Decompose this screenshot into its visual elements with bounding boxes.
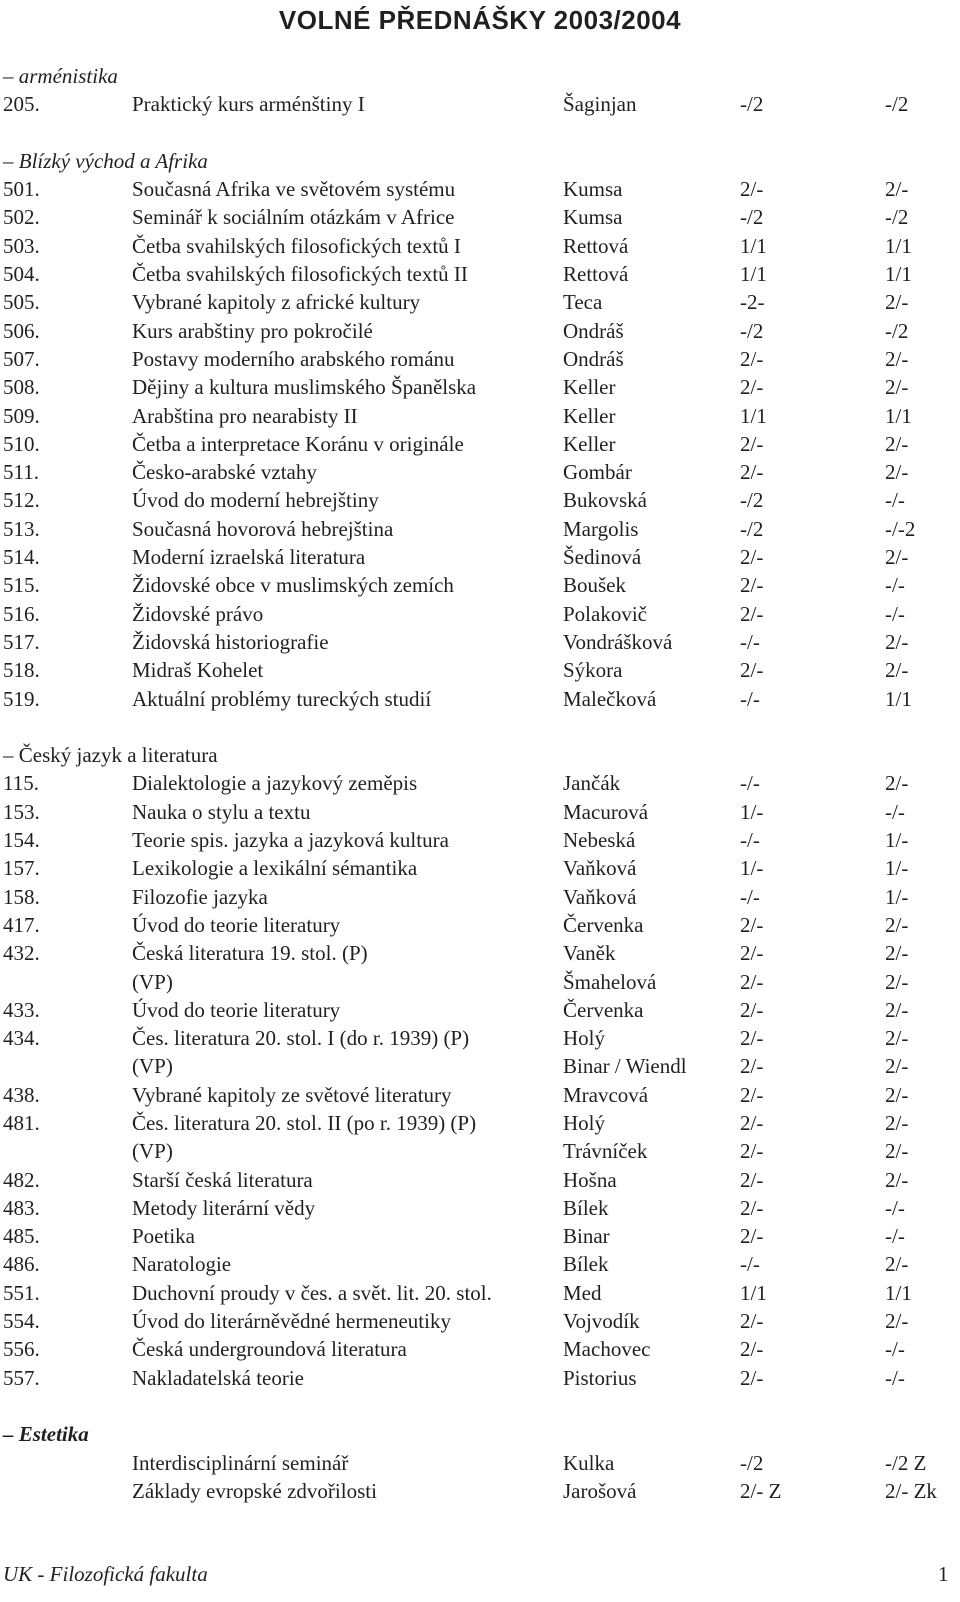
course-number: 157. xyxy=(3,856,40,881)
course-title: Četba svahilských filosofických textů I xyxy=(132,233,461,258)
course-summer-hours: 1/1 xyxy=(885,686,912,711)
course-number: 508. xyxy=(3,375,40,400)
course-winter-hours: -/2 xyxy=(740,1450,764,1475)
section-heading: – Český jazyk a literatura xyxy=(3,743,218,768)
course-teacher: Vojvodík xyxy=(563,1309,640,1334)
course-teacher: Vondrášková xyxy=(563,629,673,654)
course-title: Moderní izraelská literatura xyxy=(132,545,366,570)
course-winter-hours: 2/- xyxy=(740,1167,764,1192)
course-row xyxy=(0,288,960,316)
course-teacher: Jančák xyxy=(563,771,621,796)
course-winter-hours: 2/- xyxy=(740,545,764,570)
course-number: 502. xyxy=(3,205,40,230)
course-row xyxy=(0,1194,960,1222)
course-summer-hours: 2/- xyxy=(885,346,909,371)
course-number: 507. xyxy=(3,346,40,371)
course-row xyxy=(0,1279,960,1307)
course-teacher: Keller xyxy=(563,403,616,428)
course-number: 512. xyxy=(3,488,40,513)
course-teacher: Šaginjan xyxy=(563,92,637,117)
course-number: 509. xyxy=(3,403,40,428)
course-summer-hours: 2/- xyxy=(885,1082,909,1107)
course-number: 432. xyxy=(3,941,40,966)
course-summer-hours: 1/1 xyxy=(885,1280,912,1305)
course-summer-hours: -/2 xyxy=(885,92,909,117)
course-winter-hours: -/2 xyxy=(740,92,764,117)
course-summer-hours: 1/1 xyxy=(885,233,912,258)
course-winter-hours: 2/- xyxy=(740,941,764,966)
course-teacher: Vaněk xyxy=(563,941,616,966)
course-winter-hours: -/- xyxy=(740,771,760,796)
course-teacher: Kumsa xyxy=(563,177,623,202)
course-teacher: Keller xyxy=(563,375,616,400)
course-summer-hours: 1/- xyxy=(885,828,909,853)
course-row xyxy=(0,1052,960,1080)
course-row xyxy=(0,1335,960,1363)
course-row xyxy=(0,373,960,401)
course-title: Úvod do teorie literatury xyxy=(132,912,341,937)
course-summer-hours: 2/- xyxy=(885,771,909,796)
course-row xyxy=(0,1364,960,1392)
course-teacher: Gombár xyxy=(563,460,632,485)
section-heading: – Blízký východ a Afrika xyxy=(3,148,208,173)
section-spacer xyxy=(0,119,960,147)
course-winter-hours: -/- xyxy=(740,629,760,654)
course-summer-hours: -/- xyxy=(885,573,905,598)
course-teacher: Med xyxy=(563,1280,602,1305)
course-winter-hours: 2/- xyxy=(740,1309,764,1334)
course-summer-hours: -/2 xyxy=(885,205,909,230)
course-winter-hours: 2/- xyxy=(740,1110,764,1135)
course-title: Aktuální problémy tureckých studií xyxy=(132,686,432,711)
course-number: 513. xyxy=(3,516,40,541)
course-number: 417. xyxy=(3,912,40,937)
course-row xyxy=(0,203,960,231)
course-row xyxy=(0,1449,960,1477)
course-winter-hours: -/- xyxy=(740,686,760,711)
course-row xyxy=(0,1137,960,1165)
course-teacher: Teca xyxy=(563,290,603,315)
course-summer-hours: -/- xyxy=(885,799,905,824)
course-winter-hours: 1/- xyxy=(740,799,764,824)
course-row xyxy=(0,798,960,826)
course-title: Vybrané kapitoly z africké kultury xyxy=(132,290,421,315)
course-winter-hours: -/- xyxy=(740,828,760,853)
course-summer-hours: 2/- xyxy=(885,431,909,456)
course-title: Starší česká literatura xyxy=(132,1167,313,1192)
course-number: 506. xyxy=(3,318,40,343)
course-summer-hours: 2/- xyxy=(885,997,909,1022)
course-teacher: Kumsa xyxy=(563,205,623,230)
course-row xyxy=(0,939,960,967)
course-summer-hours: 1/- xyxy=(885,856,909,881)
course-winter-hours: 2/- Z xyxy=(740,1478,782,1503)
course-row xyxy=(0,968,960,996)
course-number: 433. xyxy=(3,997,40,1022)
course-title: Současná Afrika ve světovém systému xyxy=(132,177,456,202)
course-teacher: Rettová xyxy=(563,233,629,258)
course-number: 515. xyxy=(3,573,40,598)
course-summer-hours: 2/- xyxy=(885,1139,909,1164)
course-summer-hours: -/- xyxy=(885,1337,905,1362)
course-title: Kurs arabštiny pro pokročilé xyxy=(132,318,373,343)
course-number: 503. xyxy=(3,233,40,258)
course-winter-hours: 2/- xyxy=(740,1026,764,1051)
course-winter-hours: 2/- xyxy=(740,1337,764,1362)
course-title: Nakladatelská teorie xyxy=(132,1365,304,1390)
course-winter-hours: 2/- xyxy=(740,431,764,456)
course-winter-hours: 1/- xyxy=(740,856,764,881)
course-title: Praktický kurs arménštiny I xyxy=(132,92,365,117)
course-winter-hours: 2/- xyxy=(740,601,764,626)
section-heading: – Estetika xyxy=(3,1422,89,1447)
course-row xyxy=(0,600,960,628)
course-title: Lexikologie a lexikální sémantika xyxy=(132,856,418,881)
course-summer-hours: -/-2 xyxy=(885,516,916,541)
course-number: 205. xyxy=(3,92,40,117)
course-teacher: Holý xyxy=(563,1026,605,1051)
course-winter-hours: 2/- xyxy=(740,997,764,1022)
course-number: 551. xyxy=(3,1280,40,1305)
course-summer-hours: 2/- xyxy=(885,1309,909,1334)
course-winter-hours: 1/1 xyxy=(740,262,767,287)
course-winter-hours: -/- xyxy=(740,1252,760,1277)
course-winter-hours: 1/1 xyxy=(740,403,767,428)
course-number: 517. xyxy=(3,629,40,654)
course-teacher: Jarošová xyxy=(563,1478,637,1503)
course-number: 115. xyxy=(3,771,39,796)
course-teacher: Ondráš xyxy=(563,318,624,343)
course-number: 154. xyxy=(3,828,40,853)
course-winter-hours: 2/- xyxy=(740,1224,764,1249)
course-winter-hours: 2/- xyxy=(740,1365,764,1390)
course-row xyxy=(0,1024,960,1052)
course-row xyxy=(0,571,960,599)
course-title: (VP) xyxy=(132,969,173,994)
course-row xyxy=(0,769,960,797)
course-winter-hours: 2/- xyxy=(740,912,764,937)
course-teacher: Bílek xyxy=(563,1252,609,1277)
course-summer-hours: 2/- xyxy=(885,290,909,315)
course-title: Četba a interpretace Koránu v originále xyxy=(132,431,464,456)
course-teacher: Ondráš xyxy=(563,346,624,371)
course-winter-hours: 1/1 xyxy=(740,233,767,258)
course-row xyxy=(0,1109,960,1137)
course-number: 482. xyxy=(3,1167,40,1192)
course-summer-hours: 2/- xyxy=(885,177,909,202)
course-number: 519. xyxy=(3,686,40,711)
course-row xyxy=(0,402,960,430)
course-title: Židovské právo xyxy=(132,601,264,626)
course-teacher: Šmahelová xyxy=(563,969,657,994)
course-teacher: Binar xyxy=(563,1224,610,1249)
course-title: Filozofie jazyka xyxy=(132,884,268,909)
course-winter-hours: -2- xyxy=(740,290,765,315)
course-winter-hours: -/2 xyxy=(740,488,764,513)
course-teacher: Machovec xyxy=(563,1337,651,1362)
course-row xyxy=(0,90,960,118)
course-summer-hours: -/- xyxy=(885,488,905,513)
course-winter-hours: 2/- xyxy=(740,658,764,683)
course-teacher: Keller xyxy=(563,431,616,456)
course-row xyxy=(0,826,960,854)
course-teacher: Boušek xyxy=(563,573,626,598)
course-summer-hours: -/- xyxy=(885,601,905,626)
course-summer-hours: 2/- xyxy=(885,1167,909,1192)
course-title: Česká literatura 19. stol. (P) xyxy=(132,941,368,966)
course-title: Úvod do literárněvědné hermeneutiky xyxy=(132,1309,451,1334)
course-number: 485. xyxy=(3,1224,40,1249)
course-title: Metody literární vědy xyxy=(132,1195,316,1220)
course-summer-hours: 2/- xyxy=(885,375,909,400)
course-winter-hours: 2/- xyxy=(740,969,764,994)
course-summer-hours: 2/- xyxy=(885,658,909,683)
course-summer-hours: -/- xyxy=(885,1224,905,1249)
course-row xyxy=(0,628,960,656)
course-title: Základy evropské zdvořilosti xyxy=(132,1478,377,1503)
course-summer-hours: 2/- xyxy=(885,1110,909,1135)
course-title: Židovská historiografie xyxy=(132,629,329,654)
course-number: 483. xyxy=(3,1195,40,1220)
course-winter-hours: 2/- xyxy=(740,1054,764,1079)
course-teacher: Malečková xyxy=(563,686,657,711)
course-row xyxy=(0,260,960,288)
course-title: Poetika xyxy=(132,1224,195,1249)
course-title: Seminář k sociálním otázkám v Africe xyxy=(132,205,455,230)
course-summer-hours: 2/- xyxy=(885,460,909,485)
course-title: Čes. literatura 20. stol. II (po r. 1939) (P) xyxy=(132,1110,477,1135)
course-row xyxy=(0,345,960,373)
course-row xyxy=(0,883,960,911)
course-summer-hours: 2/- xyxy=(885,629,909,654)
course-number: 158. xyxy=(3,884,40,909)
course-winter-hours: -/2 xyxy=(740,318,764,343)
course-number: 510. xyxy=(3,431,40,456)
course-row xyxy=(0,854,960,882)
section-heading: – arménistika xyxy=(3,64,118,88)
section-spacer xyxy=(0,1392,960,1420)
course-winter-hours: 2/- xyxy=(740,1139,764,1164)
course-teacher: Vaňková xyxy=(563,856,637,881)
course-title: Duchovní proudy v čes. a svět. lit. 20. stol. xyxy=(132,1280,492,1305)
course-summer-hours: 2/- xyxy=(885,969,909,994)
course-title: Postavy moderního arabského románu xyxy=(132,346,455,371)
course-summer-hours: 1/- xyxy=(885,884,909,909)
course-row xyxy=(0,317,960,345)
course-title: Česká undergroundová literatura xyxy=(132,1337,407,1362)
course-title: Interdisciplinární seminář xyxy=(132,1450,349,1475)
footer-faculty: UK - Filozofická fakulta xyxy=(3,1562,208,1586)
course-summer-hours: 2/- xyxy=(885,1252,909,1277)
course-winter-hours: 2/- xyxy=(740,177,764,202)
course-teacher: Hošna xyxy=(563,1167,617,1192)
section-spacer xyxy=(0,713,960,741)
course-number: 501. xyxy=(3,177,40,202)
course-teacher: Bukovská xyxy=(563,488,647,513)
course-summer-hours: 1/1 xyxy=(885,262,912,287)
course-list xyxy=(0,62,960,1505)
course-row xyxy=(0,515,960,543)
course-row xyxy=(0,486,960,514)
course-row xyxy=(0,430,960,458)
course-title: Úvod do teorie literatury xyxy=(132,997,341,1022)
course-number: 153. xyxy=(3,799,40,824)
course-row xyxy=(0,1081,960,1109)
course-summer-hours: 2/- xyxy=(885,912,909,937)
course-number: 516. xyxy=(3,601,40,626)
course-winter-hours: 2/- xyxy=(740,346,764,371)
course-number: 505. xyxy=(3,290,40,315)
course-number: 514. xyxy=(3,545,40,570)
course-row xyxy=(0,543,960,571)
course-row xyxy=(0,685,960,713)
course-winter-hours: 2/- xyxy=(740,1195,764,1220)
course-title: (VP) xyxy=(132,1054,173,1079)
course-title: Naratologie xyxy=(132,1252,232,1277)
course-title: Arabština pro nearabisty II xyxy=(132,403,358,428)
course-winter-hours: 1/1 xyxy=(740,1280,767,1305)
page-title: VOLNÉ PŘEDNÁŠKY 2003/2004 xyxy=(278,5,682,35)
course-winter-hours: 2/- xyxy=(740,1082,764,1107)
course-teacher: Polakovič xyxy=(563,601,647,626)
course-summer-hours: 1/1 xyxy=(885,403,912,428)
course-winter-hours: -/2 xyxy=(740,205,764,230)
course-number: 518. xyxy=(3,658,40,683)
course-winter-hours: 2/- xyxy=(740,375,764,400)
course-number: 511. xyxy=(3,460,39,485)
course-number: 504. xyxy=(3,262,40,287)
course-title: Teorie spis. jazyka a jazyková kultura xyxy=(132,828,449,853)
course-summer-hours: 2/- xyxy=(885,1026,909,1051)
course-winter-hours: -/2 xyxy=(740,516,764,541)
course-teacher: Macurová xyxy=(563,799,649,824)
course-teacher: Vaňková xyxy=(563,884,637,909)
course-row xyxy=(0,911,960,939)
course-teacher: Mravcová xyxy=(563,1082,649,1107)
course-row xyxy=(0,656,960,684)
course-teacher: Binar / Wiendl xyxy=(563,1054,687,1079)
course-teacher: Kulka xyxy=(563,1450,615,1475)
course-title: Midraš Kohelet xyxy=(132,658,264,683)
course-teacher: Margolis xyxy=(563,516,639,541)
course-summer-hours: 2/- Zk xyxy=(885,1478,937,1503)
course-teacher: Sýkora xyxy=(563,658,623,683)
course-title: Vybrané kapitoly ze světové literatury xyxy=(132,1082,452,1107)
course-teacher: Trávníček xyxy=(563,1139,648,1164)
course-title: Nauka o stylu a textu xyxy=(132,799,311,824)
course-teacher: Červenka xyxy=(563,997,644,1022)
course-title: Židovské obce v muslimských zemích xyxy=(132,573,454,598)
course-row xyxy=(0,232,960,260)
course-row xyxy=(0,1250,960,1278)
course-summer-hours: -/- xyxy=(885,1365,905,1390)
course-number: 486. xyxy=(3,1252,40,1277)
course-row xyxy=(0,1166,960,1194)
course-number: 557. xyxy=(3,1365,40,1390)
course-summer-hours: -/- xyxy=(885,1195,905,1220)
course-number: 481. xyxy=(3,1110,40,1135)
course-number: 434. xyxy=(3,1026,40,1051)
course-title: Současná hovorová hebrejština xyxy=(132,516,394,541)
course-summer-hours: -/2 Z xyxy=(885,1450,927,1475)
course-title: Úvod do moderní hebrejštiny xyxy=(132,488,379,513)
course-number: 438. xyxy=(3,1082,40,1107)
course-teacher: Šedinová xyxy=(563,545,642,570)
course-row xyxy=(0,1222,960,1250)
course-number: 554. xyxy=(3,1309,40,1334)
course-row xyxy=(0,175,960,203)
course-summer-hours: -/2 xyxy=(885,318,909,343)
course-teacher: Pistorius xyxy=(563,1365,637,1390)
course-winter-hours: -/- xyxy=(740,884,760,909)
course-title: Dialektologie a jazykový zeměpis xyxy=(132,771,418,796)
course-summer-hours: 2/- xyxy=(885,1054,909,1079)
course-row xyxy=(0,1307,960,1335)
course-title: Česko-arabské vztahy xyxy=(132,460,317,485)
course-row xyxy=(0,458,960,486)
course-number: 556. xyxy=(3,1337,40,1362)
course-row xyxy=(0,996,960,1024)
course-title: Dějiny a kultura muslimského Španělska xyxy=(132,375,477,400)
course-teacher: Nebeská xyxy=(563,828,636,853)
course-teacher: Holý xyxy=(563,1110,605,1135)
course-title: Čes. literatura 20. stol. I (do r. 1939) (P) xyxy=(132,1026,470,1051)
page-number: 1 xyxy=(938,1562,949,1586)
course-winter-hours: 2/- xyxy=(740,460,764,485)
course-summer-hours: 2/- xyxy=(885,941,909,966)
course-title: (VP) xyxy=(132,1139,173,1164)
course-title: Četba svahilských filosofických textů II xyxy=(132,262,468,287)
course-row xyxy=(0,1477,960,1505)
course-teacher: Červenka xyxy=(563,912,644,937)
course-summer-hours: 2/- xyxy=(885,545,909,570)
course-teacher: Bílek xyxy=(563,1195,609,1220)
course-winter-hours: 2/- xyxy=(740,573,764,598)
course-teacher: Rettová xyxy=(563,262,629,287)
